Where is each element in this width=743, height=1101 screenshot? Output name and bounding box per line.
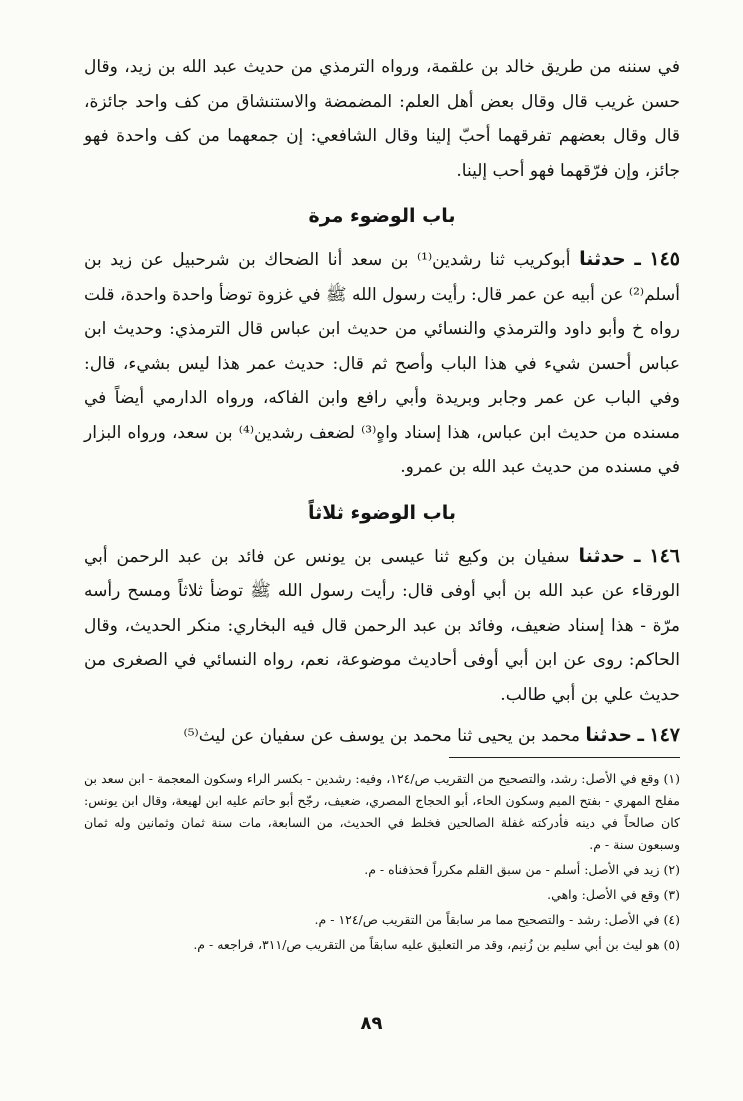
chapter-heading-once: باب الوضوء مرة [308, 205, 456, 227]
footnote-divider [449, 757, 680, 758]
hadith-number: ١٤٥ [649, 248, 681, 270]
hadith-body: محمد بن يحيى ثنا محمد بن يوسف عن سفيان عن ليث⁽⁵⁾ [183, 726, 580, 746]
footnotes [84, 768, 680, 959]
chapter-heading-thrice: باب الوضوء ثلاثاً [308, 501, 456, 524]
footnote-3: (٣) وقع في الأصل: واهي. [547, 887, 680, 902]
hadith-dash: ـ [637, 724, 644, 746]
hadith-body: سفيان بن وكيع ثنا عيسى بن يونس عن فائد بن عبد الرحمن أبي الورقاء عن عبد الله بن أبي أوفى قال: رأيت رسول الله ﷺ توضأ ثلاثاً ومسح رأسه مرّة - هذا إسناد ضعيف، وفائد بن عبد الرحمن قال فيه البخاري: منكر الحديث، وقال الحاكم: روى عن ابن أبي أوفى أحاديث موضوعة، نعم، رواه النسائي في الصغرى من حديث علي بن أبي طالب. [84, 546, 680, 705]
intro-paragraph: في سننه من طريق خالد بن علقمة، ورواه الترمذي من حديث عبد الله بن زيد، وقال حسن غريب قال وقال بعض أهل العلم: المضمضة والاستنشاق من كف واحد جائزة، قال وقال بعضهم تفرقهما أحبّ إلينا وقال الشافعي: إن جمعهما من كف واحدة فهو جائز، وإن فرّقهما فهو أحب إلينا. [84, 57, 680, 181]
page-number: ٨٩ [360, 1013, 383, 1034]
hadith-146 [84, 539, 680, 713]
hadith-keyword: حدثنا [578, 544, 626, 567]
footnote-5: (٥) هو ليث بن أبي سليم بن زُنيم، وقد مر التعليق عليه سابقاً من التقريب ص/٣١١، فراجعه - م. [193, 937, 680, 952]
hadith-keyword: حدثنا [579, 248, 626, 270]
hadith-dash: ـ [634, 544, 641, 567]
hadith-keyword: حدثنا [585, 724, 633, 746]
footnote-1: (١) وقع في الأصل: رشد، والتصحيح من التقريب ص/١٢٤، وفيه: رشدين - بكسر الراء وسكون المعجمة - ابن سعد بن مفلح المهري - بفتح الميم وسكون الحاء، أبو الحجاج المصري، ضعيف، رجّح أبو حاتم عليه ابن لهيعة، وقال ابن يونس: كان صالحاً في دينه فأدركته غفلة الصالحين فخلط في الحديث، من السابعة، مات سنة ثمان وثمانين وله ثمان وسبعون سنة - م. [84, 771, 680, 852]
hadith-147 [84, 718, 680, 754]
footnote-2: (٢) زيد في الأصل: أسلم - من سبق القلم مكرراً فحذفناه - م. [364, 862, 680, 877]
hadith-number: ١٤٦ [649, 544, 681, 567]
footnote-4: (٤) في الأصل: رشد - والتصحيح مما مر سابقاً من التقريب ص/١٢٤ - م. [314, 912, 680, 927]
hadith-number: ١٤٧ [649, 724, 680, 746]
main-text [84, 50, 680, 754]
hadith-body: أبوكريب ثنا رشدين⁽¹⁾ بن سعد أنا الضحاك بن شرحبيل عن زيد بن أسلم⁽²⁾ عن أبيه عن عمر قال: رأيت رسول الله ﷺ في غزوة توضأ واحدة واحدة، قلت رواه خ وأبو داود والترمذي والنسائي من حديث ابن عباس قال الترمذي: وحديث ابن عباس أحسن شيء في هذا الباب وأصح ثم قال: حديث عمر هذا ليس بشيء، قال: وفي الباب عن عمر وجابر وبريدة وأبي رافع وابن الفاكه، ورواه الدارمي أيضاً في مسنده من حديث ابن عباس، هذا إسناد واهٍ⁽³⁾ لضعف رشدين⁽⁴⁾ بن سعد، ورواه البزار في مسنده من حديث عبد الله بن عمرو. [84, 250, 680, 477]
hadith-dash: ـ [634, 248, 641, 270]
hadith-145 [84, 242, 680, 485]
